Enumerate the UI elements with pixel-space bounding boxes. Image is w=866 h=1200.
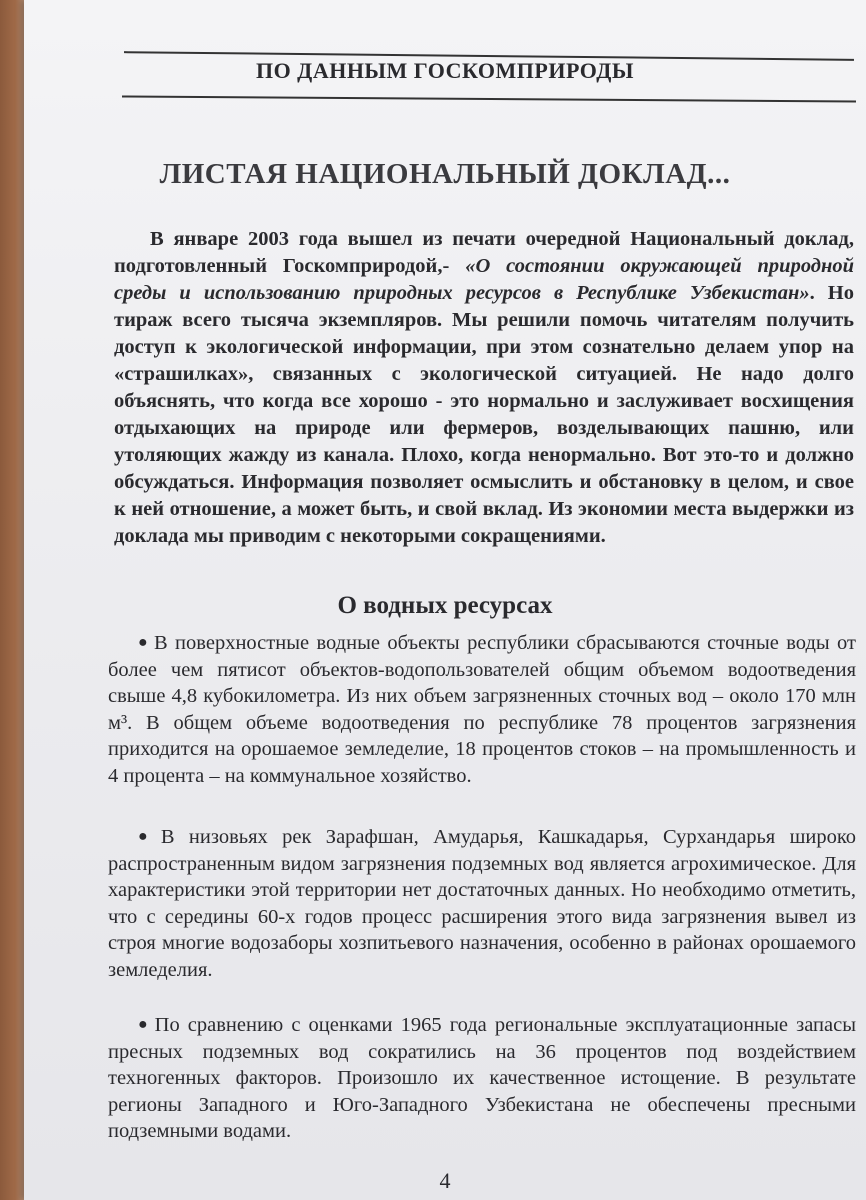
bullet-paragraph-2 [108, 824, 856, 983]
running-header: ПО ДАННЫМ ГОСКОМПРИРОДЫ [255, 58, 635, 83]
section-heading: О водных ресурсах [337, 592, 553, 619]
bullet-paragraph-3 [108, 1012, 856, 1145]
intro-paragraph [114, 226, 854, 550]
report-title-quote: «О состоянии окружающей природной среды и использованию природных ресурсов в Республике Узбекистан» [114, 255, 854, 304]
bullet-icon: ● [138, 1016, 151, 1033]
intro-text-end: . Но тираж всего тысяча экземпляров. Мы решили помочь читателям получить доступ к экологической информации, при этом сознательно делаем упор на «страшилках», связанных с экологической ситуацией. Не надо долго объяснять, что когда все хорошо - это нормально и заслуживает восхищения отдыхающих на природе или фермеров, возделывающих пашню, или утоляющих жажду из канала. Плохо, когда ненормально. Вот это-то и должно обсуждаться. Информация позволяет осмыслить и обстановку в целом, и свое к ней отношение, а может быть, и свой вклад. Из экономии места выдержки из доклада мы приводим с некоторыми сокращениями. [114, 282, 854, 547]
article-title: ЛИСТАЯ НАЦИОНАЛЬНЫЙ ДОКЛАД... [159, 158, 731, 190]
bullet-icon: ● [138, 634, 150, 651]
bullet-text: По сравнению с оценками 1965 года региональные эксплуатационные запасы пресных подземных вод сократились на 36 процентов под воздействием техногенных факторов. Произошло их качественное истощение. В результате регионы Западного и Юго-Западного Узбекистана не обеспечены пресными подземными водами. [108, 1014, 856, 1142]
header-rule-bottom [122, 95, 856, 102]
bullet-icon: ● [138, 828, 157, 845]
intro-text-start: В январе 2003 года вышел из печати очередной Национальный доклад, подготовленный Госкомприродой,- [114, 228, 854, 277]
bullet-text: В низовьях рек Зарафшан, Амударья, Кашкадарья, Сурхандарья широко распространенным видом загрязнения подземных вод является агрохимическое. Для характеристики этой территории нет достаточных данных. Но необходимо отметить, что с середины 60-х годов процесс расширения этого вида загрязнения вывел из строя многие водозаборы хозпитьевого назначения, особенно в районах орошаемого земледелия. [108, 826, 856, 981]
bullet-text: В поверхностные водные объекты республики сбрасываются сточные воды от более чем пятисот объектов-водопользователей общим объемом водоотведения свыше 4,8 кубокилометра. Из них объем загрязненных сточных вод – около 170 млн м³. В общем объеме водоотведения по республике 78 процентов загрязнения приходится на орошаемое земледелие, 18 процентов стоков – на промышленность и 4 процента – на коммунальное хозяйство. [108, 632, 856, 787]
document-page [24, 0, 866, 1200]
bullet-paragraph-1 [108, 630, 856, 789]
page-number: 4 [439, 1168, 451, 1193]
